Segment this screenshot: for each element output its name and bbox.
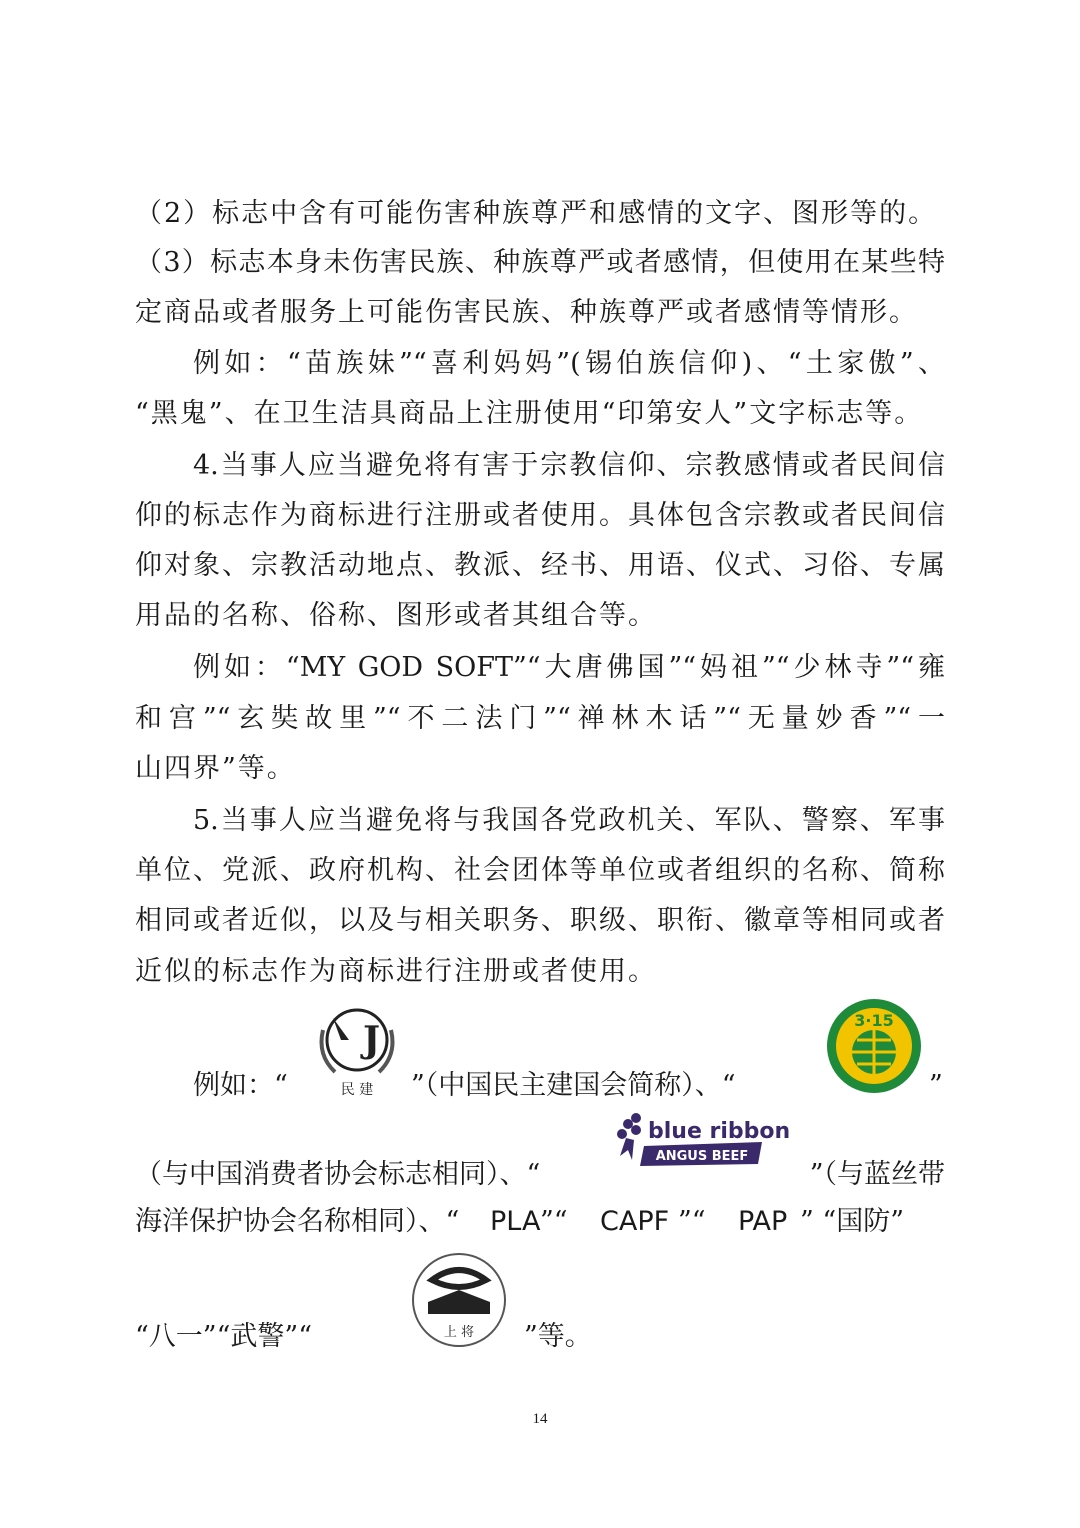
paragraph-line: 仰的标志作为商标进行注册或者使用。具体包含宗教或者民间信	[135, 500, 945, 531]
paragraph-line: 相同或者近似，以及与相关职务、职级、职衔、徽章等相同或者	[135, 905, 945, 936]
paragraph-line: 单位、党派、政府机构、社会团体等单位或者组织的名称、简称	[135, 855, 945, 886]
example-text: 例如：“	[193, 1070, 288, 1101]
example-text: ”	[929, 1070, 943, 1101]
example-text: （与中国消费者协会标志相同）、“	[135, 1159, 541, 1190]
svg-text:ANGUS BEEF: ANGUS BEEF	[655, 1149, 749, 1164]
example-text: “八一”“武警”“	[135, 1321, 313, 1352]
pap-text: PAP	[738, 1206, 788, 1237]
paragraph-line: 4.当事人应当避免将有害于宗教信仰、宗教感情或者民间信	[193, 450, 945, 481]
blue-ribbon-logo	[612, 1104, 791, 1174]
paragraph-line: 山四界”等。	[135, 753, 296, 784]
capf-text: CAPF	[600, 1206, 670, 1237]
paragraph-line: 用品的名称、俗称、图形或者其组合等。	[135, 600, 657, 631]
paragraph-line: 定商品或者服务上可能伤害民族、种族尊严或者感情等情形。	[135, 297, 918, 328]
example-text: ”（与蓝丝带	[809, 1159, 945, 1190]
paragraph-line: “黑鬼”、在卫生洁具商品上注册使用“印第安人”文字标志等。	[135, 398, 924, 429]
paragraph-line: 仰对象、宗教活动地点、教派、经书、用语、仪式、习俗、专属	[135, 550, 945, 581]
paragraph-line: 5.当事人应当避免将与我国各党政机关、军队、警察、军事	[193, 805, 945, 836]
example-text: ”“	[540, 1206, 568, 1237]
example-text: 海洋保护协会名称相同）、“	[135, 1206, 460, 1237]
svg-text:民 建: 民 建	[340, 1082, 374, 1098]
shangjiang-logo	[398, 1250, 520, 1350]
minjian-logo	[305, 1000, 410, 1100]
svg-text:上 将: 上 将	[443, 1325, 475, 1340]
paragraph-line: 例如：“苗族妹”“喜利妈妈”(锡伯族信仰)、“土家傲”、	[193, 348, 945, 379]
example-text: ”等。	[524, 1321, 592, 1352]
pla-text: PLA	[490, 1206, 541, 1237]
svg-text:3·15: 3·15	[854, 1011, 894, 1030]
paragraph-line: 和宫”“玄奘故里”“不二法门”“禅林木话”“无量妙香”“一	[135, 703, 945, 734]
page-number: 14	[532, 1411, 548, 1427]
svg-text:J: J	[363, 1019, 381, 1061]
paragraph-line: （2）标志中含有可能伤害种族尊严和感情的文字、图形等的。	[135, 198, 938, 229]
example-text: ”（中国民主建国会简称）、“	[411, 1070, 736, 1101]
paragraph-line: 例如：“MY GOD SOFT”“大唐佛国”“妈祖”“少林寺”“雍	[193, 652, 945, 683]
example-text: ” “国防”	[800, 1206, 904, 1237]
example-text: ”“	[678, 1206, 706, 1237]
paragraph-line: （3）标志本身未伤害民族、种族尊严或者感情，但使用在某些特	[135, 247, 945, 278]
svg-text:blue ribbon: blue ribbon	[648, 1119, 791, 1144]
cca-315-logo	[823, 996, 925, 1096]
paragraph-line: 近似的标志作为商标进行注册或者使用。	[135, 956, 657, 987]
